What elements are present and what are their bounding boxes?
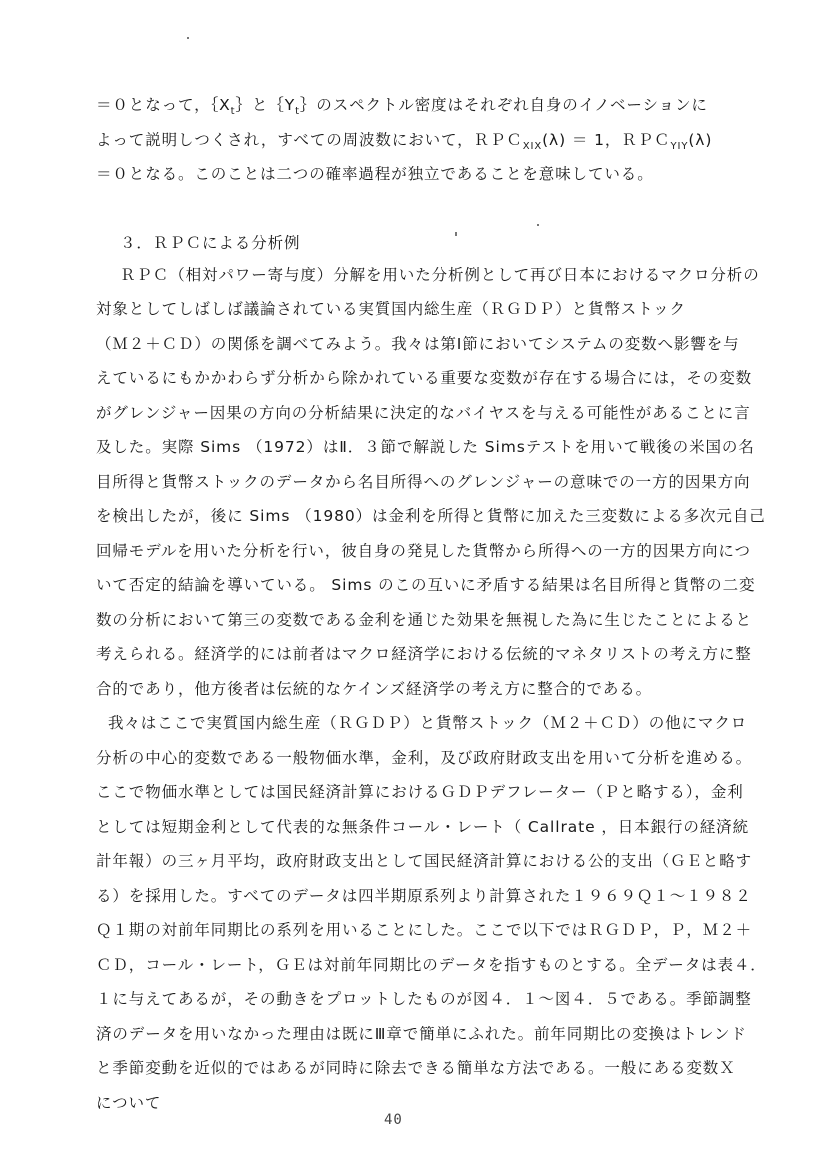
text-line: 数の分析において第三の変数である金利を通じた効果を無視した為に生じたことによると: [96, 611, 753, 629]
text-line: [96, 96, 716, 121]
text-fragment: ＝０となって，｛X: [96, 96, 231, 114]
text-line: 済のデータを用いなかった理由は既にⅢ章で簡単にふれた。前年同期比の変換はトレンド: [96, 1025, 747, 1043]
text-line: を検出したが，後に Sims （1980）は金利を所得と貨幣に加えた三変数による多次元自己: [96, 507, 766, 525]
text-line: えているにもかかわらず分析から除かれている重要な変数が存在する場合には，その変数: [96, 369, 753, 387]
text-line: ＣＤ，コール・レート，ＧＥは対前年同期比のデータを指すものとする。全データは表４．: [96, 956, 767, 974]
subscript: YIY: [670, 141, 689, 152]
scan-speck: [537, 224, 539, 226]
scan-speck: [187, 37, 189, 39]
text-line: いて否定的結論を導いている。 Sims のこの互いに矛盾する結果は名目所得と貨幣の二変: [96, 576, 756, 594]
text-line: 回帰モデルを用いた分析を行い，彼自身の発見した貨幣から所得への一方的因果方向につ: [96, 542, 751, 560]
page-number: 40: [384, 1112, 403, 1128]
subscript: XIX: [522, 141, 543, 152]
text-line: Ｑ１期の対前年同期比の系列を用いることにした。ここで以下ではＲＧＤＰ，Ｐ，Ｍ２＋: [96, 921, 753, 939]
text-line: ＝０となる。このことは二つの確率過程が独立であることを意味している。: [96, 165, 654, 183]
text-line: 目所得と貨幣ストックのデータから名目所得へのグレンジャーの意味での一方的因果方向: [96, 473, 751, 491]
text-line: 及した。実際 Sims （1972）はⅡ．３節で解説した Simsテストを用いて戦後の米国の名: [96, 438, 755, 456]
text-line: がグレンジャー因果の方向の分析結果に決定的なバイヤスを与える可能性があることに言: [96, 404, 751, 422]
scan-speck: [455, 232, 457, 236]
text-line: 計年報）の三ヶ月平均，政府財政支出として国民経済計算における公的支出（ＧＥと略す: [96, 852, 753, 870]
text-line: る）を採用した。すべてのデータは四半期原系列より計算された１９６９Ｑ１～１９８２: [96, 887, 752, 905]
text-fragment: ｝のスペクトル密度はそれぞれ自身のイノベーションに: [299, 96, 708, 114]
text-line: 合的であり，他方後者は伝統的なケインズ経済学の考え方に整合的である。: [96, 680, 653, 698]
text-line: （Ｍ２＋ＣＤ）の関係を調べてみよう。我々は第Ⅰ節においてシステムの変数へ影響を与: [96, 335, 740, 353]
text-line: 対象としてしばしば議論されている実質国内総生産（ＲＧＤＰ）と貨幣ストック: [96, 300, 686, 318]
subscript: t: [230, 106, 236, 117]
text-line: 分析の中心的変数である一般物価水準，金利，及び政府財政支出を用いて分析を進める。: [96, 749, 753, 767]
text-line: と季節変動を近似的ではあるが同時に除去できる簡単な方法である。一般にある変数Ｘ: [96, 1059, 736, 1077]
subscript: t: [295, 106, 300, 117]
text-line: [96, 131, 716, 156]
text-line: ＲＰＣ（相対パワー寄与度）分解を用いた分析例として再び日本におけるマクロ分析の: [120, 266, 760, 284]
text-line: としては短期金利として代表的な無条件コール・レート（ Callrate ，日本銀行の経済統: [96, 818, 749, 836]
section-heading: ３．ＲＰＣによる分析例: [120, 234, 301, 252]
text-fragment: (λ): [688, 131, 713, 149]
text-fragment: ｝と｛Y: [235, 96, 296, 114]
text-line: について: [96, 1094, 162, 1112]
text-line: １に与えてあるが，その動きをプロットしたものが図４．１～図４．５である。季節調整: [96, 990, 752, 1008]
text-fragment: (λ) ＝ 1，ＲＰＣ: [542, 131, 671, 149]
text-line: 考えられる。経済学的には前者はマクロ経済学における伝統的マネタリストの考え方に整: [96, 645, 752, 663]
text-line: 我々はここで実質国内総生産（ＲＧＤＰ）と貨幣ストック（Ｍ２＋ＣＤ）の他にマクロ: [108, 714, 748, 732]
text-line: ここで物価水準としては国民経済計算におけるＧＤＰデフレーター（Ｐと略する），金利: [96, 783, 744, 801]
text-fragment: よって説明しつくされ，すべての周波数において，ＲＰＣ: [96, 131, 523, 149]
